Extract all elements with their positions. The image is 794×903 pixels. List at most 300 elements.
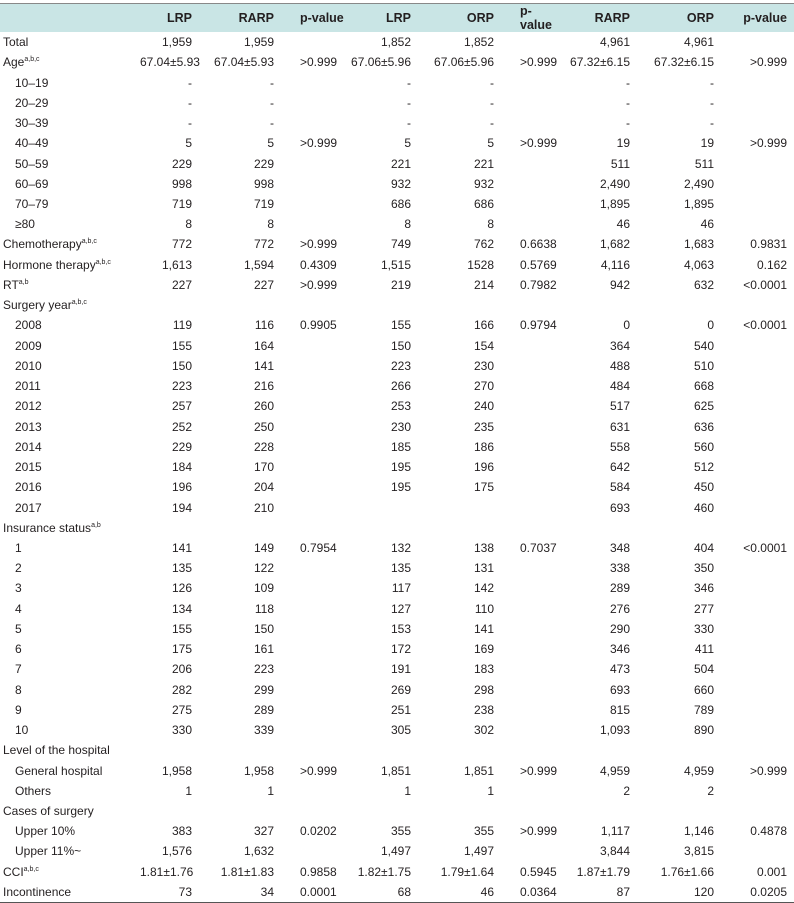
cell-orp-3: - <box>710 116 714 131</box>
cell-orp-3: 511 <box>694 156 714 171</box>
cell-p-value-1 <box>274 174 345 194</box>
row-label: Upper 11%~ <box>15 844 82 859</box>
cell-rarp-1: 216 <box>253 379 274 394</box>
table-row <box>0 376 794 396</box>
cell-p-value-3 <box>714 578 794 598</box>
cell-p-value-2: 0.5769 <box>520 257 557 272</box>
row-label: 2014 <box>15 439 42 454</box>
cell-rarp-3 <box>560 518 630 538</box>
row-label-cell <box>0 801 140 821</box>
row-label-cell <box>0 295 140 315</box>
cell-orp-2 <box>411 295 494 315</box>
row-label: Chemotherapy <box>3 237 82 252</box>
row-label-cell <box>0 52 140 72</box>
cell-rarp-1: 223 <box>253 662 274 677</box>
row-label-cell <box>0 234 140 254</box>
footnote-marker: a,b,c <box>95 258 111 266</box>
cell-lrp-1: 73 <box>140 882 192 902</box>
cell-lrp-1: 1 <box>185 783 192 798</box>
cell-lrp-1: 1.81±1.76 <box>140 864 194 879</box>
row-label: 4 <box>15 601 22 616</box>
table-row <box>0 255 794 275</box>
cell-orp-3: 2,490 <box>683 176 714 191</box>
cell-p-value-2: 0.0364 <box>494 882 560 902</box>
cell-orp-3: - <box>710 75 714 90</box>
cell-lrp-1: 1,613 <box>161 257 192 272</box>
cell-p-value-1 <box>274 32 345 52</box>
row-label: 2013 <box>15 419 42 434</box>
cell-orp-2: 686 <box>473 196 494 211</box>
cell-p-value-1 <box>274 680 345 700</box>
row-label-cell <box>0 841 140 861</box>
cell-orp-3: 460 <box>693 500 714 515</box>
column-header-p-value-2: p-value <box>494 4 560 33</box>
row-label: 7 <box>15 662 22 677</box>
cell-rarp-3: 4,961 <box>599 35 630 50</box>
cell-orp-2: 138 <box>473 540 494 555</box>
cell-orp-2: 8 <box>487 217 494 232</box>
cell-rarp-1: 118 <box>254 601 274 616</box>
cell-p-value-3 <box>714 558 794 578</box>
row-label-cell <box>0 558 140 578</box>
table-row <box>0 558 794 578</box>
row-label-cell <box>0 619 140 639</box>
row-label: Level of the hospital <box>3 743 110 758</box>
cell-p-value-3 <box>714 356 794 376</box>
cell-orp-3: 4,961 <box>683 35 714 50</box>
cell-rarp-3: 290 <box>609 621 630 636</box>
cell-rarp-3: 584 <box>609 480 630 495</box>
cell-lrp-2: 266 <box>390 379 411 394</box>
cell-orp-3: 1,146 <box>683 824 714 839</box>
comparison-table <box>0 3 794 903</box>
cell-orp-2: - <box>490 116 494 131</box>
cell-lrp-2: 749 <box>390 237 411 252</box>
cell-p-value-2: 0.7037 <box>520 540 557 555</box>
column-header-lrp-2: LRP <box>345 4 411 33</box>
row-label: Incontinence <box>3 884 72 899</box>
cell-orp-3: 330 <box>693 621 714 636</box>
cell-rarp-1: 150 <box>253 621 274 636</box>
cell-p-value-3 <box>714 619 794 639</box>
cell-rarp-3: 276 <box>609 601 630 616</box>
cell-rarp-3: 3,844 <box>599 844 630 859</box>
cell-p-value-1: >0.999 <box>300 136 338 151</box>
cell-orp-2: 183 <box>473 662 494 677</box>
cell-p-value-3 <box>714 396 794 416</box>
cell-orp-3: 19 <box>700 136 714 151</box>
cell-lrp-1: 8 <box>185 217 192 232</box>
cell-lrp-2: 1,515 <box>380 257 411 272</box>
cell-lrp-1: - <box>188 75 192 90</box>
cell-lrp-1: 155 <box>171 621 192 636</box>
cell-p-value-2 <box>494 518 560 538</box>
cell-orp-2: 5 <box>487 136 494 151</box>
cell-p-value-1: 0.7954 <box>300 540 337 555</box>
cell-orp-2: 1,852 <box>463 35 494 50</box>
cell-p-value-2: 0.5945 <box>520 864 557 879</box>
cell-p-value-3 <box>714 680 794 700</box>
cell-p-value-3: 0.9831 <box>750 237 787 252</box>
cell-orp-2: 214 <box>473 277 494 292</box>
row-label-cell <box>0 194 140 214</box>
cell-orp-3: 636 <box>693 419 714 434</box>
row-label-cell <box>0 133 140 153</box>
table-row <box>0 720 794 740</box>
table-row <box>0 619 794 639</box>
cell-p-value-2 <box>494 700 560 720</box>
cell-orp-3: 1.76±1.66 <box>660 864 714 879</box>
cell-p-value-2 <box>494 801 560 821</box>
row-label: Age <box>3 55 25 70</box>
cell-rarp-3: 67.32±6.15 <box>570 55 630 70</box>
cell-p-value-2 <box>494 194 560 214</box>
row-label-cell <box>0 760 140 780</box>
cell-orp-3 <box>630 295 714 315</box>
cell-rarp-3: 558 <box>609 439 630 454</box>
cell-p-value-3 <box>714 801 794 821</box>
cell-p-value-1 <box>274 477 345 497</box>
cell-p-value-1 <box>274 720 345 740</box>
cell-p-value-2 <box>494 740 560 760</box>
column-header-rarp-1: RARP <box>192 4 274 33</box>
cell-p-value-2 <box>494 356 560 376</box>
cell-rarp-1: 109 <box>253 581 274 596</box>
cell-orp-3 <box>630 801 714 821</box>
cell-rarp-3: 348 <box>609 540 630 555</box>
cell-p-value-1: >0.999 <box>300 237 338 252</box>
row-label: 2017 <box>15 500 42 515</box>
cell-rarp-1: 327 <box>253 824 274 839</box>
cell-lrp-1: 1,576 <box>161 844 192 859</box>
cell-orp-2 <box>411 497 494 517</box>
cell-p-value-2: >0.999 <box>520 824 558 839</box>
footnote-marker: a,b,c <box>24 56 40 64</box>
cell-p-value-3 <box>714 437 794 457</box>
cell-p-value-2 <box>494 174 560 194</box>
cell-rarp-3 <box>560 801 630 821</box>
cell-rarp-3 <box>560 295 630 315</box>
cell-rarp-1 <box>192 518 274 538</box>
cell-rarp-3: 1.87±1.79 <box>576 864 630 879</box>
cell-rarp-1: 122 <box>253 561 274 576</box>
cell-p-value-2 <box>494 680 560 700</box>
cell-orp-3 <box>630 740 714 760</box>
cell-rarp-3: 1,093 <box>599 723 630 738</box>
cell-p-value-2: >0.999 <box>520 763 558 778</box>
cell-rarp-3: 2 <box>623 783 630 798</box>
cell-orp-2: 1,497 <box>463 844 494 859</box>
cell-lrp-1: 155 <box>171 338 192 353</box>
cell-lrp-1 <box>140 801 192 821</box>
cell-orp-2: 175 <box>473 480 494 495</box>
cell-rarp-1: 772 <box>253 237 274 252</box>
cell-orp-3: 632 <box>693 277 714 292</box>
cell-rarp-1: - <box>270 95 274 110</box>
cell-lrp-2: 135 <box>390 561 411 576</box>
cell-p-value-2 <box>494 416 560 436</box>
cell-p-value-1 <box>274 396 345 416</box>
cell-p-value-1: 0.4309 <box>300 257 337 272</box>
table-row <box>0 477 794 497</box>
cell-lrp-2: 195 <box>390 460 411 475</box>
cell-rarp-3: - <box>626 95 630 110</box>
cell-p-value-2 <box>494 497 560 517</box>
cell-lrp-2: - <box>407 116 411 131</box>
row-label-cell <box>0 72 140 92</box>
column-header-label <box>0 4 140 33</box>
table-row <box>0 72 794 92</box>
cell-lrp-2: 153 <box>390 621 411 636</box>
cell-rarp-1: 1.81±1.83 <box>220 864 274 879</box>
cell-p-value-2 <box>494 295 560 315</box>
cell-p-value-2 <box>494 599 560 619</box>
cell-lrp-1: - <box>188 95 192 110</box>
table-body <box>0 32 794 902</box>
table-row <box>0 457 794 477</box>
cell-rarp-1: 170 <box>253 460 274 475</box>
row-label-cell <box>0 376 140 396</box>
row-label: 2011 <box>15 379 41 394</box>
row-label-cell <box>0 336 140 356</box>
cell-rarp-3: 815 <box>609 702 630 717</box>
cell-rarp-3: - <box>626 116 630 131</box>
cell-orp-2: 298 <box>473 682 494 697</box>
cell-orp-3: 510 <box>693 358 714 373</box>
cell-lrp-2: 1,852 <box>380 35 411 50</box>
row-label: 20–29 <box>15 95 49 110</box>
cell-orp-3: 2 <box>707 783 714 798</box>
row-label: 50–59 <box>15 156 49 171</box>
cell-p-value-1 <box>274 457 345 477</box>
cell-orp-3: 46 <box>700 217 714 232</box>
cell-p-value-1: >0.999 <box>300 277 338 292</box>
cell-lrp-1: 282 <box>171 682 192 697</box>
cell-rarp-1: 719 <box>253 196 274 211</box>
row-label: 3 <box>15 581 22 596</box>
table-row <box>0 578 794 598</box>
cell-orp-3: 0 <box>707 318 714 333</box>
row-label: 2012 <box>15 399 42 414</box>
cell-lrp-1: 119 <box>172 318 192 333</box>
cell-lrp-1: 229 <box>171 439 192 454</box>
cell-lrp-1: 257 <box>171 399 192 414</box>
cell-orp-2: 154 <box>473 338 494 353</box>
cell-p-value-1 <box>274 416 345 436</box>
cell-lrp-2: 221 <box>390 156 411 171</box>
cell-lrp-2: 253 <box>390 399 411 414</box>
cell-p-value-3: 0.4878 <box>750 824 787 839</box>
cell-lrp-1: 135 <box>171 561 192 576</box>
table-row <box>0 841 794 861</box>
cell-lrp-1: 772 <box>171 237 192 252</box>
row-label-cell <box>0 599 140 619</box>
table-row <box>0 336 794 356</box>
cell-rarp-1: 116 <box>254 318 274 333</box>
cell-rarp-3: 642 <box>609 460 630 475</box>
cell-p-value-3 <box>714 841 794 861</box>
cell-lrp-2: - <box>407 95 411 110</box>
cell-p-value-3: <0.0001 <box>743 277 787 292</box>
cell-p-value-1 <box>274 558 345 578</box>
cell-p-value-3: >0.999 <box>749 55 787 70</box>
cell-p-value-2 <box>494 214 560 234</box>
cell-p-value-3 <box>714 336 794 356</box>
table-row <box>0 32 794 52</box>
table-row <box>0 214 794 234</box>
cell-p-value-3 <box>714 781 794 801</box>
cell-orp-2 <box>411 801 494 821</box>
row-label-cell <box>0 315 140 335</box>
cell-p-value-1 <box>274 295 345 315</box>
cell-p-value-3 <box>714 113 794 133</box>
cell-orp-3: 540 <box>693 338 714 353</box>
footnote-marker: a,b,c <box>71 299 87 307</box>
cell-rarp-1: 161 <box>253 642 274 657</box>
table-row <box>0 659 794 679</box>
cell-orp-3: 1,683 <box>683 237 714 252</box>
cell-p-value-2 <box>494 153 560 173</box>
cell-rarp-1: 1,632 <box>243 844 274 859</box>
cell-lrp-2: 5 <box>404 136 411 151</box>
row-label-cell <box>0 457 140 477</box>
cell-p-value-3 <box>714 416 794 436</box>
cell-p-value-1 <box>274 376 345 396</box>
cell-p-value-3 <box>714 174 794 194</box>
cell-rarp-3: 1,895 <box>599 196 630 211</box>
cell-lrp-1: 229 <box>171 156 192 171</box>
cell-rarp-3: 289 <box>609 581 630 596</box>
cell-lrp-2 <box>345 801 411 821</box>
cell-lrp-2: 132 <box>390 540 411 555</box>
cell-p-value-2 <box>494 841 560 861</box>
row-label: 2 <box>15 561 22 576</box>
column-header-lrp-1: LRP <box>140 4 192 33</box>
cell-p-value-1: 0.0202 <box>300 824 337 839</box>
cell-p-value-1 <box>274 72 345 92</box>
cell-lrp-2 <box>345 295 411 315</box>
cell-orp-3: - <box>710 95 714 110</box>
row-label-cell <box>0 437 140 457</box>
row-label: Total <box>3 35 29 50</box>
table-row <box>0 599 794 619</box>
cell-rarp-3: 338 <box>609 561 630 576</box>
cell-lrp-2: 269 <box>390 682 411 697</box>
row-label: Cases of surgery <box>3 804 94 819</box>
cell-rarp-3: 46 <box>616 217 630 232</box>
row-label-cell <box>0 659 140 679</box>
cell-orp-2: 186 <box>473 439 494 454</box>
row-label: 40–49 <box>15 136 49 151</box>
table-row <box>0 153 794 173</box>
row-label-cell <box>0 214 140 234</box>
row-label-cell <box>0 720 140 740</box>
cell-p-value-3 <box>714 153 794 173</box>
row-label: 8 <box>15 682 22 697</box>
cell-lrp-1: 126 <box>171 581 192 596</box>
cell-p-value-1 <box>274 781 345 801</box>
cell-orp-3: 277 <box>693 601 714 616</box>
table-row <box>0 174 794 194</box>
cell-p-value-1: 0.0001 <box>274 882 345 902</box>
cell-lrp-2: - <box>407 75 411 90</box>
cell-lrp-2 <box>345 740 411 760</box>
table-row <box>0 497 794 517</box>
cell-rarp-3: 0 <box>623 318 630 333</box>
cell-orp-3: 560 <box>693 439 714 454</box>
row-label-cell <box>0 32 140 52</box>
cell-p-value-3 <box>714 740 794 760</box>
cell-p-value-3 <box>714 659 794 679</box>
cell-p-value-2 <box>494 619 560 639</box>
cell-rarp-1: 339 <box>253 723 274 738</box>
cell-p-value-1 <box>274 113 345 133</box>
row-label-cell <box>0 538 140 558</box>
table-row <box>0 416 794 436</box>
row-label-cell <box>0 174 140 194</box>
cell-rarp-1: 1,594 <box>243 257 274 272</box>
cell-lrp-2: 219 <box>390 277 411 292</box>
cell-orp-2: 131 <box>473 561 494 576</box>
table-row <box>0 760 794 780</box>
cell-p-value-2 <box>494 781 560 801</box>
cell-lrp-2: 155 <box>390 318 411 333</box>
cell-rarp-3: 693 <box>609 682 630 697</box>
row-label: RT <box>3 277 19 292</box>
cell-rarp-3: 942 <box>609 277 630 292</box>
table-row <box>0 396 794 416</box>
footnote-marker: a,b <box>18 278 29 286</box>
cell-orp-3: 120 <box>630 882 714 902</box>
cell-rarp-1: 229 <box>253 156 274 171</box>
row-label: 10–19 <box>15 75 49 90</box>
cell-rarp-1: 228 <box>253 439 274 454</box>
cell-p-value-3 <box>714 477 794 497</box>
cell-orp-3: 660 <box>693 682 714 697</box>
table-row <box>0 356 794 376</box>
cell-orp-3: 4,959 <box>683 763 714 778</box>
cell-p-value-3 <box>714 700 794 720</box>
row-label-cell <box>0 700 140 720</box>
row-label: 5 <box>15 621 22 636</box>
cell-p-value-3 <box>714 32 794 52</box>
table-row <box>0 538 794 558</box>
row-label-cell <box>0 639 140 659</box>
cell-orp-3: 890 <box>693 723 714 738</box>
cell-rarp-1: - <box>270 75 274 90</box>
cell-p-value-2 <box>494 437 560 457</box>
cell-lrp-1: 184 <box>171 460 192 475</box>
cell-rarp-1: 289 <box>253 702 274 717</box>
cell-lrp-1: 206 <box>171 662 192 677</box>
cell-orp-2: 270 <box>473 379 494 394</box>
row-label: 2008 <box>15 318 42 333</box>
cell-p-value-2 <box>494 578 560 598</box>
cell-lrp-1: 330 <box>171 723 192 738</box>
cell-p-value-2 <box>494 720 560 740</box>
cell-rarp-3: 19 <box>616 136 630 151</box>
footnote-marker: a,b,c <box>23 865 39 873</box>
table-row <box>0 680 794 700</box>
cell-p-value-2: 0.7982 <box>520 277 557 292</box>
cell-lrp-2: 172 <box>390 642 411 657</box>
table-row <box>0 113 794 133</box>
cell-orp-3 <box>630 518 714 538</box>
cell-rarp-1: - <box>270 116 274 131</box>
cell-rarp-3: 693 <box>609 500 630 515</box>
cell-rarp-1 <box>192 740 274 760</box>
cell-lrp-2: 150 <box>390 338 411 353</box>
